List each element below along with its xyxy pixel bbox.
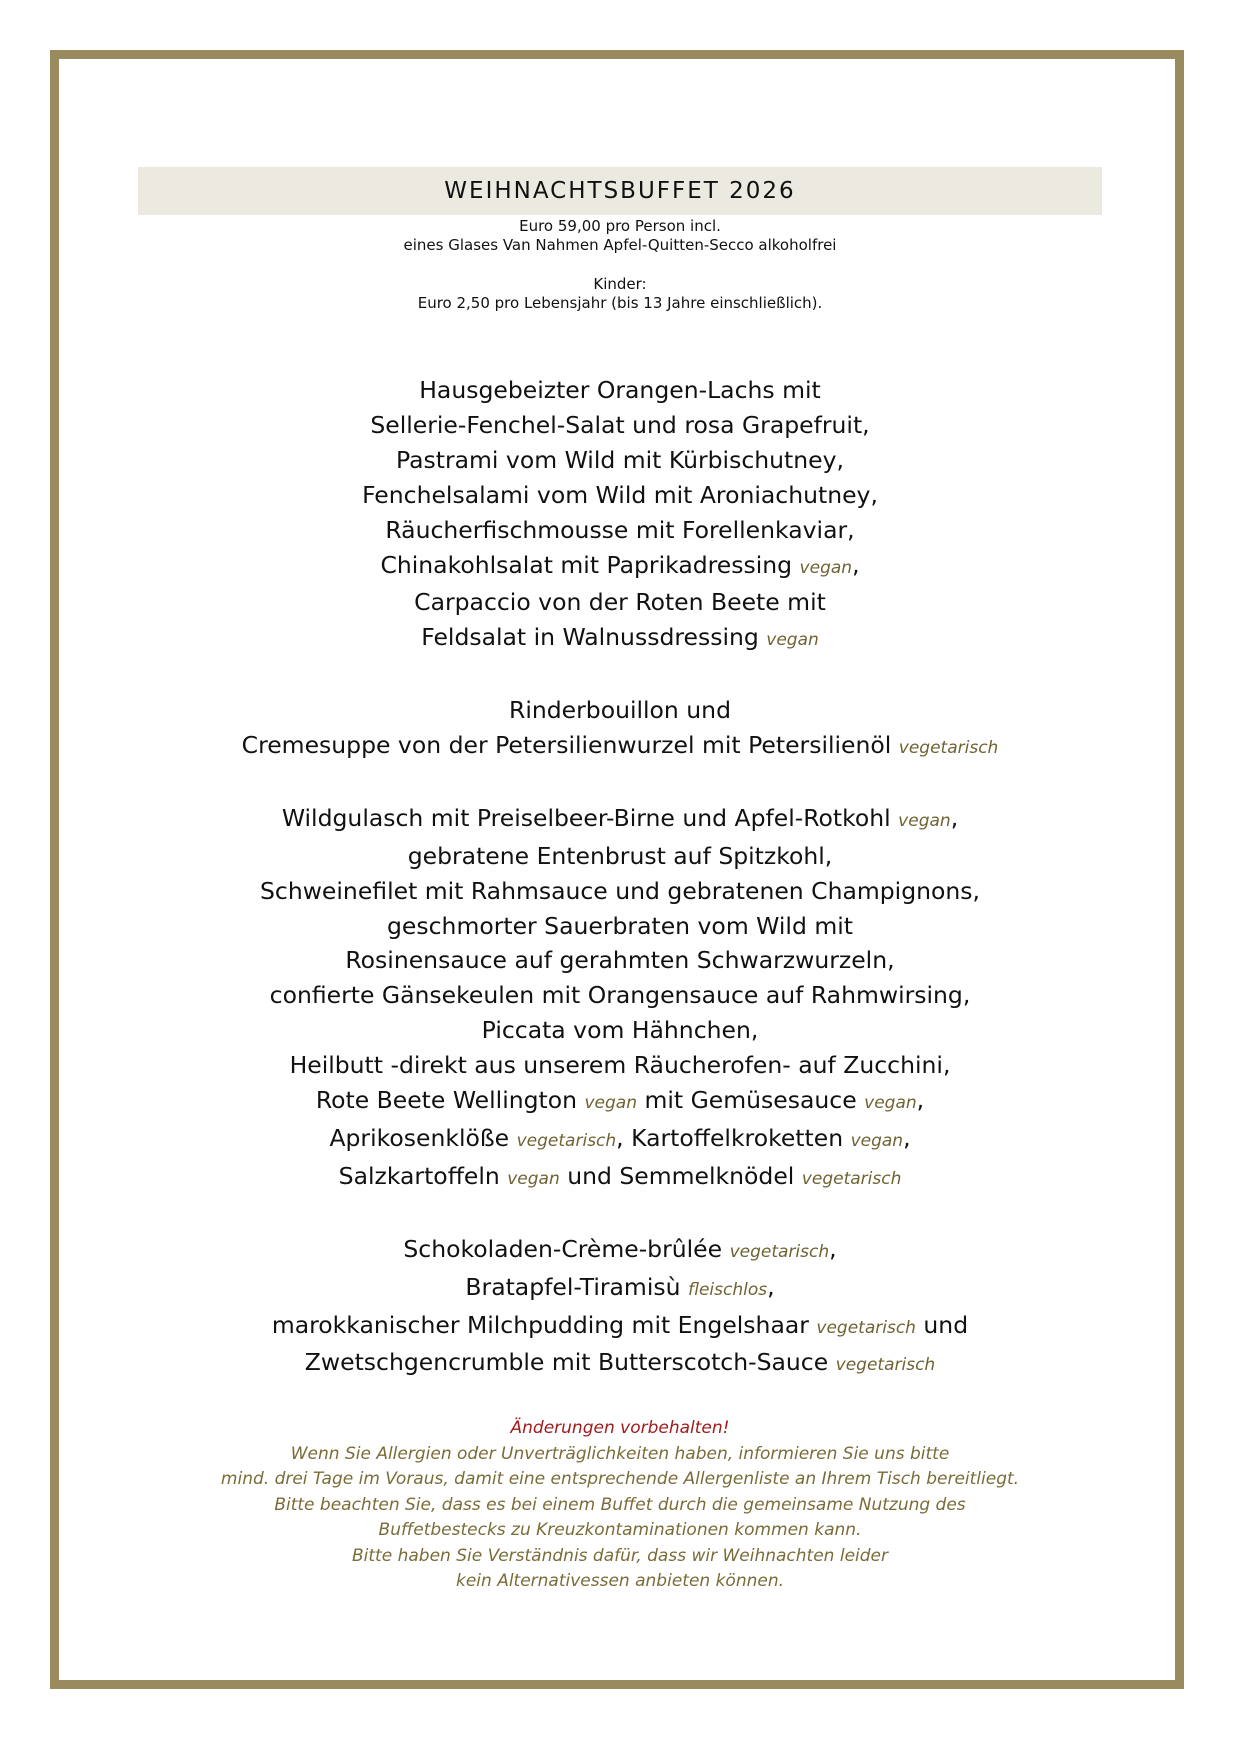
menu-line: Rinderbouillon und	[508, 696, 731, 725]
menu-line: Heilbutt -direkt aus unserem Räucherofen- auf Zucchini,	[289, 1051, 951, 1080]
starters-section	[120, 373, 1120, 658]
dish-text: Chinakohlsalat mit Paprikadressing	[380, 550, 800, 579]
diet-tag: vegan	[898, 810, 951, 831]
diet-tag: vegan	[850, 1131, 904, 1151]
footer-notes	[120, 1416, 1120, 1595]
price-info	[138, 217, 1102, 313]
menu-line	[120, 1232, 1120, 1270]
diet-tag: vegetarisch	[835, 1355, 936, 1376]
menu-line	[120, 801, 1120, 839]
menu-line	[120, 548, 1120, 586]
diet-tag: vegetarisch	[816, 1317, 916, 1338]
dish-text: Zwetschgencrumble mit Butterscotch-Sauce	[304, 1348, 836, 1377]
dish-text: Cremesuppe von der Petersilienwurzel mit Petersilienöl	[241, 731, 899, 760]
menu-line: Piccata vom Hähnchen,	[481, 1016, 759, 1045]
menu-line: Carpaccio von der Roten Beete mit	[414, 588, 826, 617]
menu-line	[120, 1083, 1120, 1121]
note-line: Wenn Sie Allergien oder Unverträglichkeiten haben, informieren Sie uns bitte	[290, 1443, 950, 1464]
menu-line: Schweinefilet mit Rahmsauce und gebratenen Champignons,	[259, 876, 980, 905]
note-line: Bitte beachten Sie, dass es bei einem Buffet durch die gemeinsame Nutzung des	[274, 1494, 966, 1515]
changes-notice: Änderungen vorbehalten!	[510, 1418, 730, 1438]
dish-text: und	[915, 1310, 969, 1339]
diet-tag: fleischlos	[687, 1279, 768, 1300]
dish-text: Rote Beete Wellington	[315, 1086, 585, 1115]
dish-text: Wildgulasch mit Preiselbeer-Birne und Apfel-Rotkohl	[281, 803, 899, 832]
punctuation: ,	[903, 1124, 911, 1152]
punctuation: ,	[950, 803, 959, 832]
drink-line: eines Glases Van Nahmen Apfel-Quitten-Secco alkoholfrei	[403, 236, 837, 254]
menu-line	[120, 728, 1120, 766]
menu-line: Fenchelsalami vom Wild mit Aroniachutney,	[362, 480, 878, 509]
diet-tag: vegan	[507, 1168, 560, 1189]
punctuation: ,	[767, 1272, 775, 1301]
menu-line: Hausgebeizter Orangen-Lachs mit	[419, 376, 821, 404]
note-line: Buffetbestecks zu Kreuzkontaminationen kommen kann.	[378, 1520, 862, 1540]
diet-tag: vegan	[584, 1093, 638, 1114]
menu-line: confierte Gänsekeulen mit Orangensauce auf Rahmwirsing,	[269, 981, 971, 1010]
menu-line: Rosinensauce auf gerahmten Schwarzwurzeln,	[345, 946, 895, 975]
note-line: kein Alternativessen anbieten können.	[455, 1571, 785, 1591]
punctuation: ,	[916, 1086, 925, 1115]
menu-list	[120, 373, 1120, 1383]
diet-tag: vegetarisch	[516, 1131, 617, 1151]
kids-price: Euro 2,50 pro Lebensjahr (bis 13 Jahre einschließlich).	[417, 294, 823, 312]
dish-text: , Kartoffelkroketten	[616, 1124, 851, 1152]
menu-line	[120, 1345, 1120, 1383]
dish-text: Feldsalat in Walnussdressing	[421, 623, 767, 652]
punctuation: ,	[829, 1234, 837, 1263]
diet-tag: vegetarisch	[729, 1241, 830, 1262]
diet-tag: vegan	[799, 557, 853, 578]
menu-line: Räucherfischmousse mit Forellenkaviar,	[385, 515, 855, 544]
menu-line	[120, 1121, 1120, 1159]
dish-text: mit Gemüsesauce	[637, 1086, 865, 1115]
desserts-section	[120, 1232, 1120, 1384]
title-bar	[138, 167, 1102, 215]
dish-text: und Semmelknödel	[559, 1161, 802, 1190]
dish-text: marokkanischer Milchpudding mit Engelshaar	[271, 1310, 817, 1339]
diet-tag: vegetarisch	[801, 1168, 902, 1189]
dish-text: Salzkartoffeln	[338, 1161, 508, 1190]
price-line: Euro 59,00 pro Person incl.	[519, 217, 721, 235]
menu-line: Sellerie-Fenchel-Salat und rosa Grapefruit,	[370, 410, 870, 439]
menu-line	[120, 1308, 1120, 1346]
dish-text: Aprikosenklöße	[329, 1124, 517, 1152]
menu-line: Pastrami vom Wild mit Kürbischutney,	[396, 445, 844, 474]
punctuation: ,	[852, 550, 860, 579]
menu-line: geschmorter Sauerbraten vom Wild mit	[387, 911, 853, 940]
page-title: WEIHNACHTSBUFFET 2026	[444, 178, 796, 204]
diet-tag: vegetarisch	[898, 738, 999, 759]
kids-label: Kinder:	[593, 275, 647, 293]
dish-text: Schokoladen-Crème-brûlée	[403, 1234, 730, 1263]
menu-line	[120, 1159, 1120, 1197]
menu-line	[120, 1270, 1120, 1308]
menu-line: gebratene Entenbrust auf Spitzkohl,	[407, 841, 833, 870]
soups-section	[120, 693, 1120, 766]
menu-line	[120, 620, 1120, 658]
mains-section	[120, 801, 1120, 1197]
dish-text: Bratapfel-Tiramisù	[465, 1272, 688, 1301]
diet-tag: vegan	[766, 630, 819, 651]
note-line: mind. drei Tage im Voraus, damit eine entsprechende Allergenliste an Ihrem Tisch bereitliegt.	[220, 1469, 1020, 1489]
note-line: Bitte haben Sie Verständnis dafür, dass wir Weihnachten leider	[352, 1545, 888, 1566]
diet-tag: vegan	[864, 1093, 917, 1114]
